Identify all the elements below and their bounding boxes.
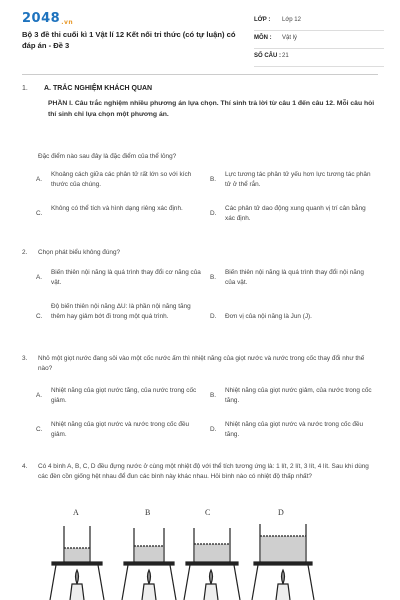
beakers-drawing [40,504,360,600]
meta-value: Vật lý [282,35,298,41]
question-text: Nhỏ một giọt nước đang sôi vào một cốc nước ấm thì nhiệt năng của giọt nước và nước trong cốc thay đổi như thế nào? [38,355,365,372]
question-number: 4. [22,463,28,470]
option-letter: C. [36,426,43,433]
meta-row-count [254,49,384,67]
burner-c [204,570,218,600]
site-logo[interactable] [22,11,73,26]
question-text: Có 4 bình A, B, C, D đều đựng nước ở cùng một nhiệt độ với thể tích tương ứng là: 1 lít, 2 lít, 3 lít, 4 lít. Sau khi dùng các đèn cồn giống hệt nhau để đun các bình này khác nhau. Hỏi bình nào có nhiệt độ thấp nhất? [38,463,369,480]
section-number: 1. [22,85,28,92]
meta-key: LỚP : [254,17,271,23]
meta-row-subject [254,31,384,49]
part-instructions: PHẦN I. Câu trắc nghiệm nhiều phương án lựa chọn. Thí sinh trả lời từ câu 1 đến câu 12. Mỗi câu hỏi thí sinh chỉ lựa chọn một phương án. [48,100,375,118]
document-header [0,0,400,80]
question-number: 2. [22,249,28,256]
beaker-c [194,528,230,562]
burner-d [276,570,290,600]
question-4 [22,462,378,502]
beaker-label-b: B [145,508,151,517]
option-text: Không có thể tích và hình dạng riêng xác định. [51,205,183,212]
meta-row-class [254,13,384,31]
option-text: Các phân tử dao động xung quanh vị trí cân bằng xác định. [225,205,366,222]
beaker-b [134,528,164,562]
document-title: Bộ 3 đề thi cuối kì 1 Vật lí 12 Kết nối tri thức (có tự luận) có đáp án - Đề 3 [22,30,236,50]
option-text: Đơn vị của nội năng là Jun (J). [225,313,312,320]
option-letter: D. [210,313,217,320]
option-text: Độ biến thiên nội năng ΔU: là phần nội năng tăng thêm hay giảm bớt đi trong một quá trình. [51,303,191,320]
question-text: Chọn phát biểu không đúng? [38,249,121,256]
burner-a [70,570,84,600]
logo-suffix: .vn [61,19,74,26]
beaker-label-c: C [205,508,211,517]
question-1 [22,152,378,232]
option-letter: A. [36,176,43,183]
option-text: Khoảng cách giữa các phân tử rất lớn so với kích thước của chúng. [51,171,192,188]
meta-value: 21 [282,53,289,59]
beakers-figure [40,504,360,600]
meta-key: MÔN : [254,35,272,41]
beaker-label-a: A [73,508,79,517]
beaker-label-d: D [278,508,284,517]
option-letter: C. [36,210,43,217]
meta-table [254,13,384,67]
option-letter: B. [210,176,217,183]
meta-key: SỐ CÂU : [254,53,281,59]
option-text: Nhiệt năng của giọt nước và nước trong cốc đều giảm. [51,421,190,438]
section-title: A. TRẮC NGHIỆM KHÁCH QUAN [44,85,153,92]
header-divider [22,74,378,75]
option-letter: D. [210,426,217,433]
option-text: Biến thiên nội năng là quá trình thay đổi cơ năng của vật. [51,269,201,286]
section-heading [22,84,152,94]
logo-text: 2048 [22,11,61,26]
option-text: Biến thiên nội năng là quá trình thay đổi nội năng của vật. [225,269,364,286]
question-2 [22,248,378,338]
question-text: Đặc điểm nào sau đây là đặc điểm của thể lỏng? [38,153,177,160]
beaker-a [64,526,90,562]
option-text: Nhiệt năng của giọt nước tăng, của nước trong cốc giảm. [51,387,197,404]
option-letter: B. [210,274,217,281]
question-3 [22,354,378,450]
option-text: Nhiệt năng của giọt nước giảm, của nước trong cốc tăng. [225,387,372,404]
option-letter: A. [36,392,43,399]
option-text: Lực tương tác phân tử yếu hơn lực tương tác phân tử ở thể rắn. [225,171,371,188]
meta-value: Lớp 12 [282,17,301,23]
option-letter: C. [36,313,43,320]
option-text: Nhiệt năng của giọt nước và nước trong cốc đều tăng. [225,421,364,438]
question-number: 3. [22,355,28,362]
beaker-d [260,524,306,562]
option-letter: D. [210,210,217,217]
burner-b [142,570,156,600]
option-letter: B. [210,392,217,399]
option-letter: A. [36,274,43,281]
